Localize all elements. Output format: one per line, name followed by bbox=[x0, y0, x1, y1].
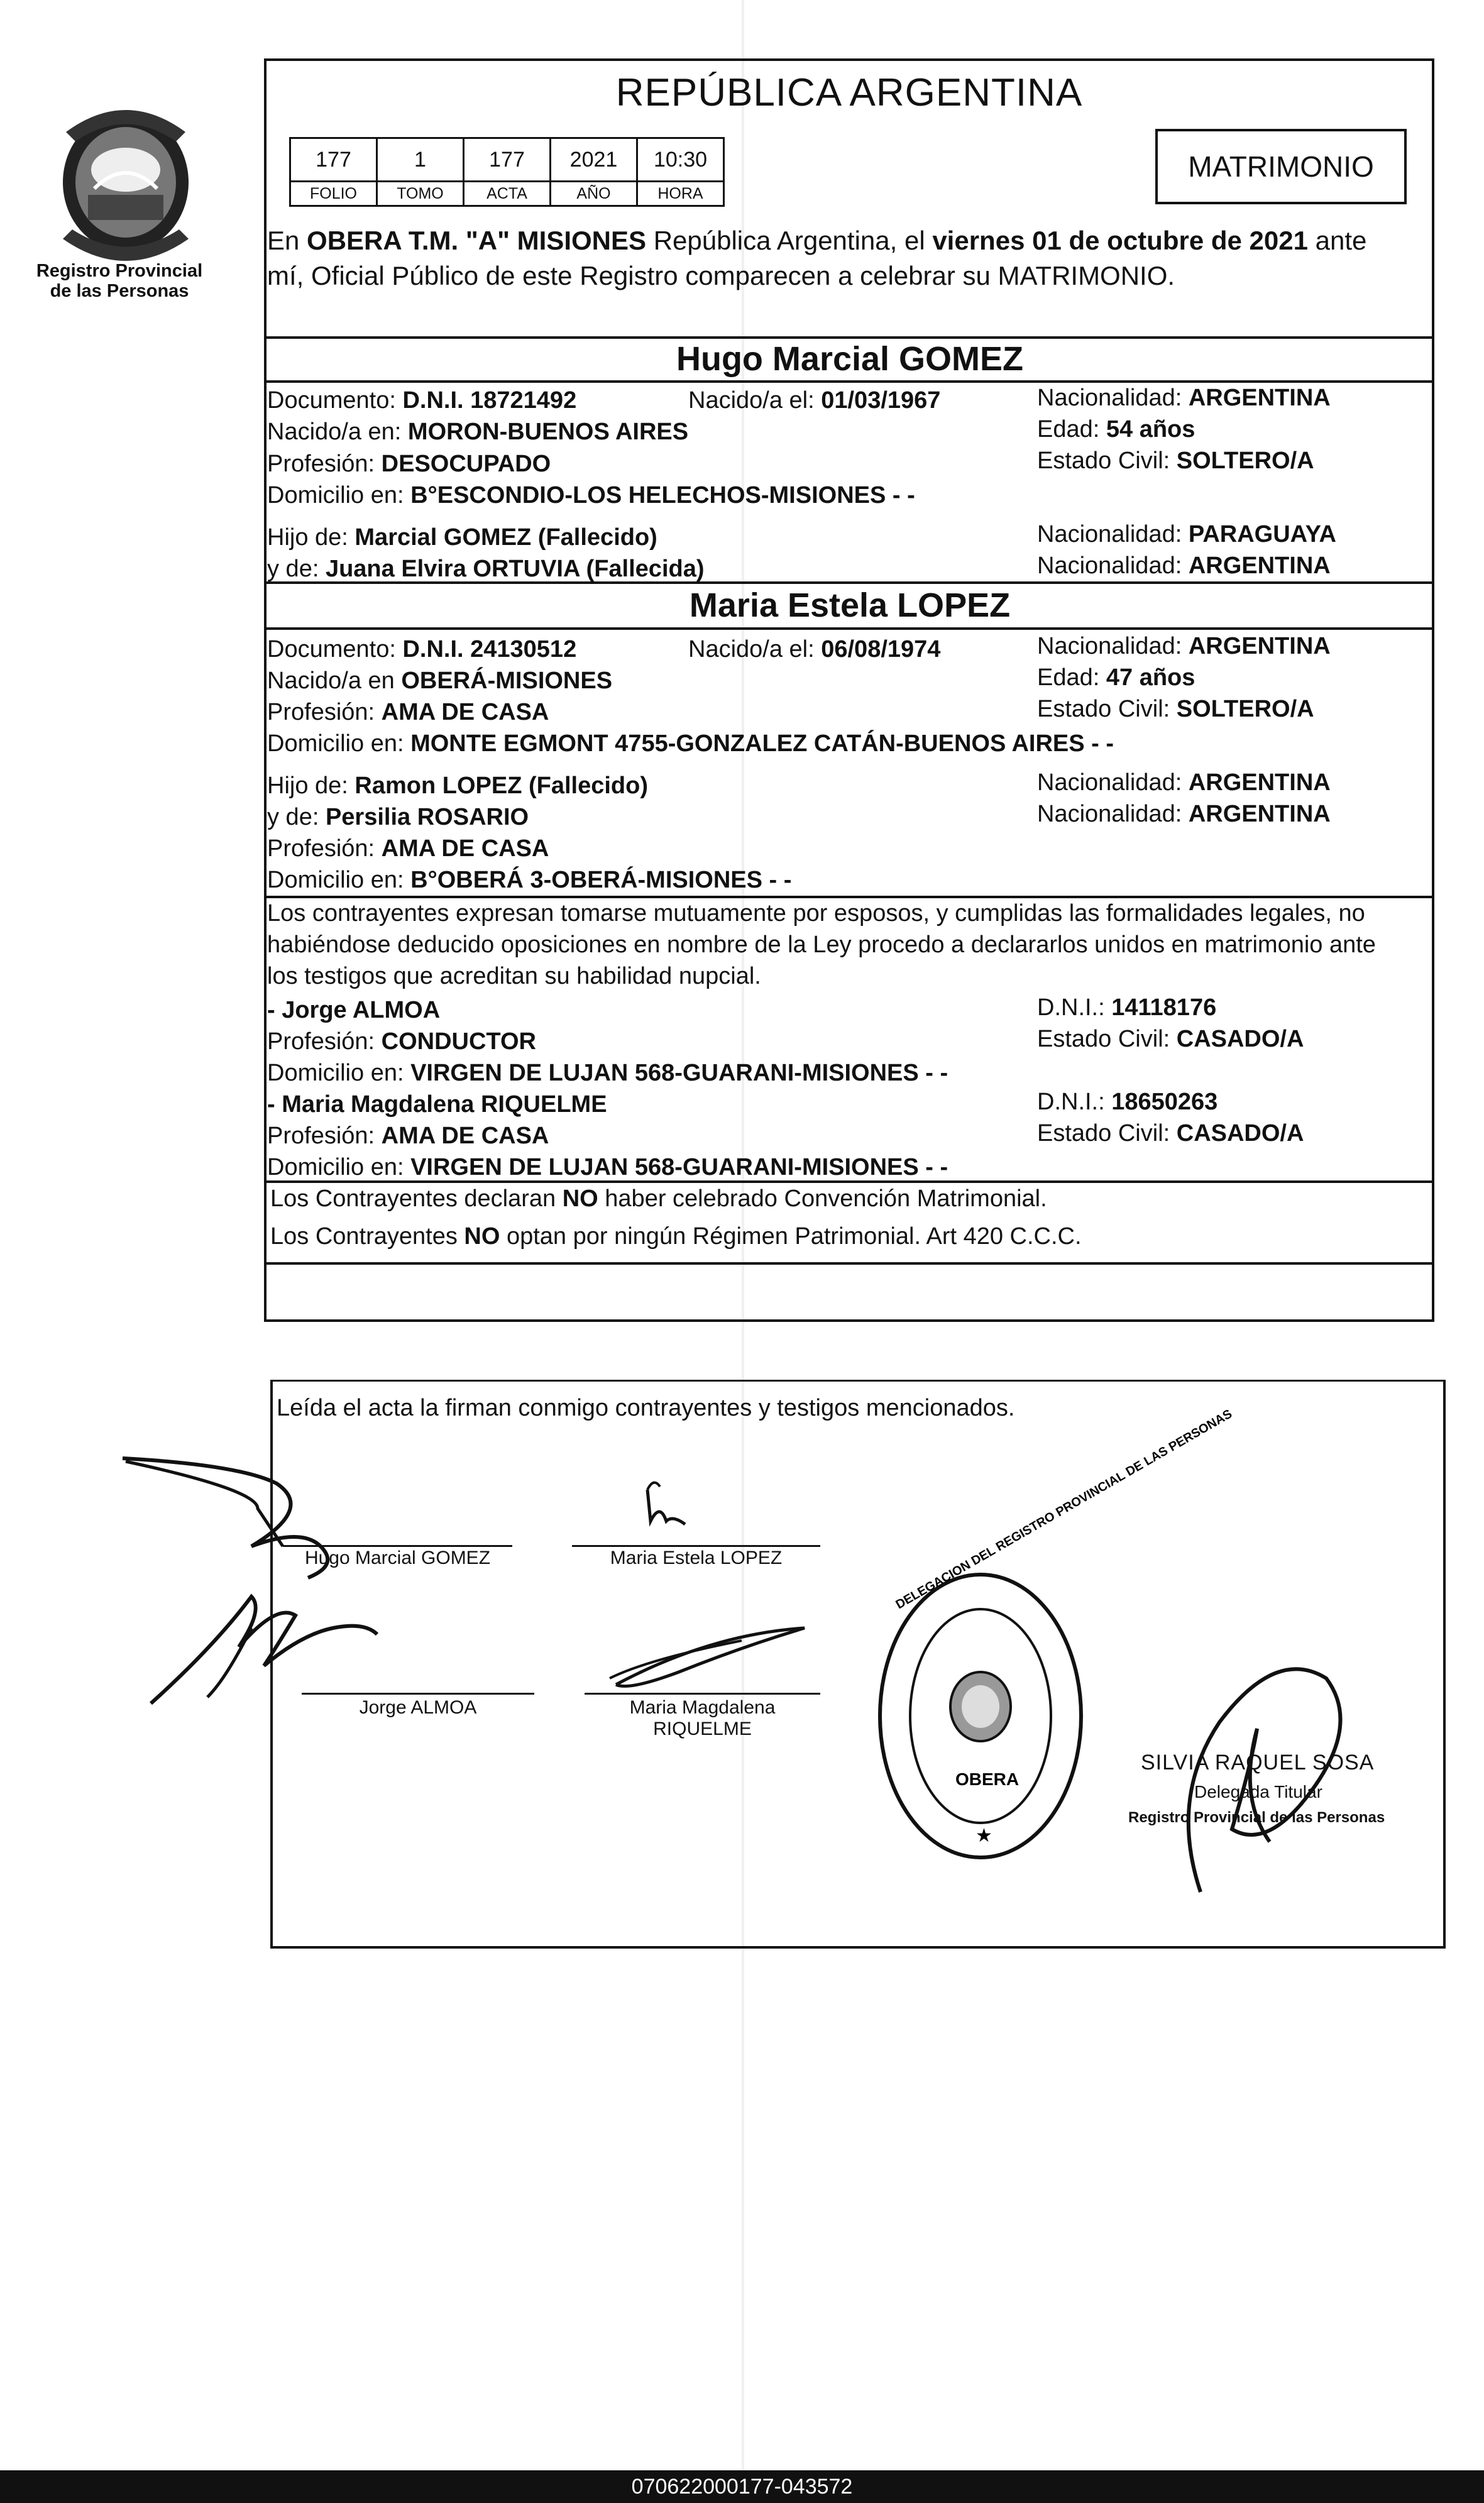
testigo1-domicilio: Domicilio en: VIRGEN DE LUJAN 568-GUARANI-MISIONES - - bbox=[267, 1060, 948, 1086]
c1-padre: Hijo de: Marcial GOMEZ (Fallecido) bbox=[267, 524, 657, 551]
firma-testigo1: Jorge ALMOA bbox=[359, 1697, 477, 1718]
declaracion-line1: Los contrayentes expresan tomarse mutuamente por esposos, y cumplidas las formalidades legales, no bbox=[267, 900, 1365, 927]
oficial-organismo: Registro Provincial de las Personas bbox=[1128, 1809, 1385, 1826]
anio-label: AÑO bbox=[551, 182, 637, 206]
hora-label: HORA bbox=[637, 182, 724, 206]
c1-madre: y de: Juana Elvira ORTUVIA (Fallecida) bbox=[267, 556, 705, 582]
intro-paragraph: En OBERA T.M. "A" MISIONES República Argentina, el viernes 01 de octubre de 2021 ante mí, Oficial Público de este Registro comparecen a celebrar su MATRIMONIO. bbox=[267, 223, 1366, 294]
svg-text:★: ★ bbox=[976, 1825, 992, 1847]
contrayente1-name: Hugo Marcial GOMEZ bbox=[676, 340, 1024, 378]
divider bbox=[267, 336, 1433, 339]
tomo-label: TOMO bbox=[377, 182, 464, 206]
c2-madre: y de: Persilia ROSARIO bbox=[267, 804, 529, 830]
c2-estado-civil: Estado Civil: SOLTERO/A bbox=[1037, 696, 1314, 722]
c1-madre-nacionalidad: Nacionalidad: ARGENTINA bbox=[1037, 553, 1331, 579]
delegacion-seal bbox=[874, 1407, 1235, 1867]
testigo2-nombre: - Maria Magdalena RIQUELME bbox=[267, 1091, 607, 1118]
firma-contrayente1: Hugo Marcial GOMEZ bbox=[304, 1548, 491, 1568]
acta-label: ACTA bbox=[464, 182, 551, 206]
c1-profesion: Profesión: DESOCUPADO bbox=[267, 451, 551, 477]
c2-profesion: Profesión: AMA DE CASA bbox=[267, 699, 549, 725]
testigo2-domicilio: Domicilio en: VIRGEN DE LUJAN 568-GUARANI-MISIONES - - bbox=[267, 1154, 948, 1180]
logo-caption bbox=[25, 261, 214, 301]
divider bbox=[267, 627, 1433, 630]
c2-nacido-en: Nacido/a en OBERÁ-MISIONES bbox=[267, 668, 613, 694]
logo-caption-line1: Registro Provincial bbox=[36, 261, 203, 281]
testigo1-nombre: - Jorge ALMOA bbox=[267, 997, 441, 1023]
convencion-line2: Los Contrayentes NO optan por ningún Régimen Patrimonial. Art 420 C.C.C. bbox=[270, 1223, 1082, 1250]
document-title: REPÚBLICA ARGENTINA bbox=[615, 71, 1083, 114]
testigo2-profesion: Profesión: AMA DE CASA bbox=[267, 1123, 549, 1149]
hora-value: 10:30 bbox=[637, 138, 724, 182]
c1-nacido-el: Nacido/a el: 01/03/1967 bbox=[688, 387, 941, 414]
document-code: 070622000177-043572 bbox=[0, 2470, 1484, 2503]
testigo1-estado-civil: Estado Civil: CASADO/A bbox=[1037, 1026, 1304, 1052]
folio-label: FOLIO bbox=[290, 182, 377, 206]
c1-nacionalidad: Nacionalidad: ARGENTINA bbox=[1037, 385, 1331, 411]
signature-line bbox=[302, 1693, 534, 1695]
c2-nacido-el: Nacido/a el: 06/08/1974 bbox=[688, 636, 941, 663]
tomo-value: 1 bbox=[377, 138, 464, 182]
testigo2-dni: D.N.I.: 18650263 bbox=[1037, 1089, 1218, 1115]
c1-estado-civil: Estado Civil: SOLTERO/A bbox=[1037, 448, 1314, 474]
oficial-nombre: SILVIA RAQUEL SOSA bbox=[1141, 1751, 1375, 1774]
oficial-cargo: Delegada Titular bbox=[1194, 1782, 1322, 1802]
c2-padre: Hijo de: Ramon LOPEZ (Fallecido) bbox=[267, 773, 649, 799]
declaracion-line2: habiéndose deducido oposiciones en nombre de la Ley procedo a declararlos unidos en matrimonio ante bbox=[267, 932, 1376, 958]
seal-city: OBERA bbox=[955, 1769, 1020, 1789]
convencion-line1: Los Contrayentes declaran NO haber celebrado Convención Matrimonial. bbox=[270, 1185, 1047, 1212]
intro-lugar: OBERA T.M. "A" MISIONES bbox=[307, 226, 647, 255]
testigo1-dni: D.N.I.: 14118176 bbox=[1037, 994, 1217, 1021]
contrayente2-name: Maria Estela LOPEZ bbox=[689, 586, 1011, 624]
acta-type-box: MATRIMONIO bbox=[1155, 129, 1407, 204]
c2-nacionalidad: Nacionalidad: ARGENTINA bbox=[1037, 633, 1331, 659]
c2-domicilio: Domicilio en: MONTE EGMONT 4755-GONZALEZ CATÁN-BUENOS AIRES - - bbox=[267, 730, 1114, 757]
testigo2-estado-civil: Estado Civil: CASADO/A bbox=[1037, 1120, 1304, 1147]
anio-value: 2021 bbox=[551, 138, 637, 182]
c1-domicilio: Domicilio en: B°ESCONDIO-LOS HELECHOS-MISIONES - - bbox=[267, 482, 915, 509]
c1-documento: Documento: D.N.I. 18721492 bbox=[267, 387, 577, 414]
signature-line bbox=[283, 1545, 512, 1547]
firma-contrayente2: Maria Estela LOPEZ bbox=[610, 1548, 783, 1568]
declaracion-line3: los testigos que acreditan su habilidad nupcial. bbox=[267, 963, 761, 989]
signature-line bbox=[572, 1545, 820, 1547]
divider bbox=[267, 581, 1433, 584]
signature-line bbox=[585, 1693, 820, 1695]
c2-documento: Documento: D.N.I. 24130512 bbox=[267, 636, 577, 663]
c1-padre-nacionalidad: Nacionalidad: PARAGUAYA bbox=[1037, 521, 1336, 547]
c1-nacido-en: Nacido/a en: MORON-BUENOS AIRES bbox=[267, 419, 689, 445]
testigo1-profesion: Profesión: CONDUCTOR bbox=[267, 1028, 536, 1055]
c2-madre-domicilio: Domicilio en: B°OBERÁ 3-OBERÁ-MISIONES - - bbox=[267, 867, 792, 893]
c2-madre-profesion: Profesión: AMA DE CASA bbox=[267, 835, 549, 862]
seal-text: DELEGACION DEL REGISTRO PROVINCIAL DE LAS PERSONAS bbox=[893, 1407, 1235, 1612]
c2-padre-nacionalidad: Nacionalidad: ARGENTINA bbox=[1037, 769, 1331, 796]
intro-fecha: viernes 01 de octubre de 2021 bbox=[932, 226, 1308, 255]
firma-testigo2: Maria Magdalena RIQUELME bbox=[629, 1697, 776, 1739]
c2-edad: Edad: 47 años bbox=[1037, 664, 1195, 691]
c1-edad: Edad: 54 años bbox=[1037, 416, 1195, 443]
registro-table bbox=[289, 137, 725, 207]
c2-madre-nacionalidad: Nacionalidad: ARGENTINA bbox=[1037, 801, 1331, 827]
intro-line2: mí, Oficial Público de este Registro comparecen a celebrar su MATRIMONIO. bbox=[267, 261, 1175, 290]
logo-caption-line2: de las Personas bbox=[50, 281, 189, 301]
acta-value: 177 bbox=[464, 138, 551, 182]
leida-text: Leída el acta la firman conmigo contrayentes y testigos mencionados. bbox=[277, 1395, 1015, 1421]
folio-value: 177 bbox=[290, 138, 377, 182]
divider bbox=[267, 1262, 1433, 1265]
